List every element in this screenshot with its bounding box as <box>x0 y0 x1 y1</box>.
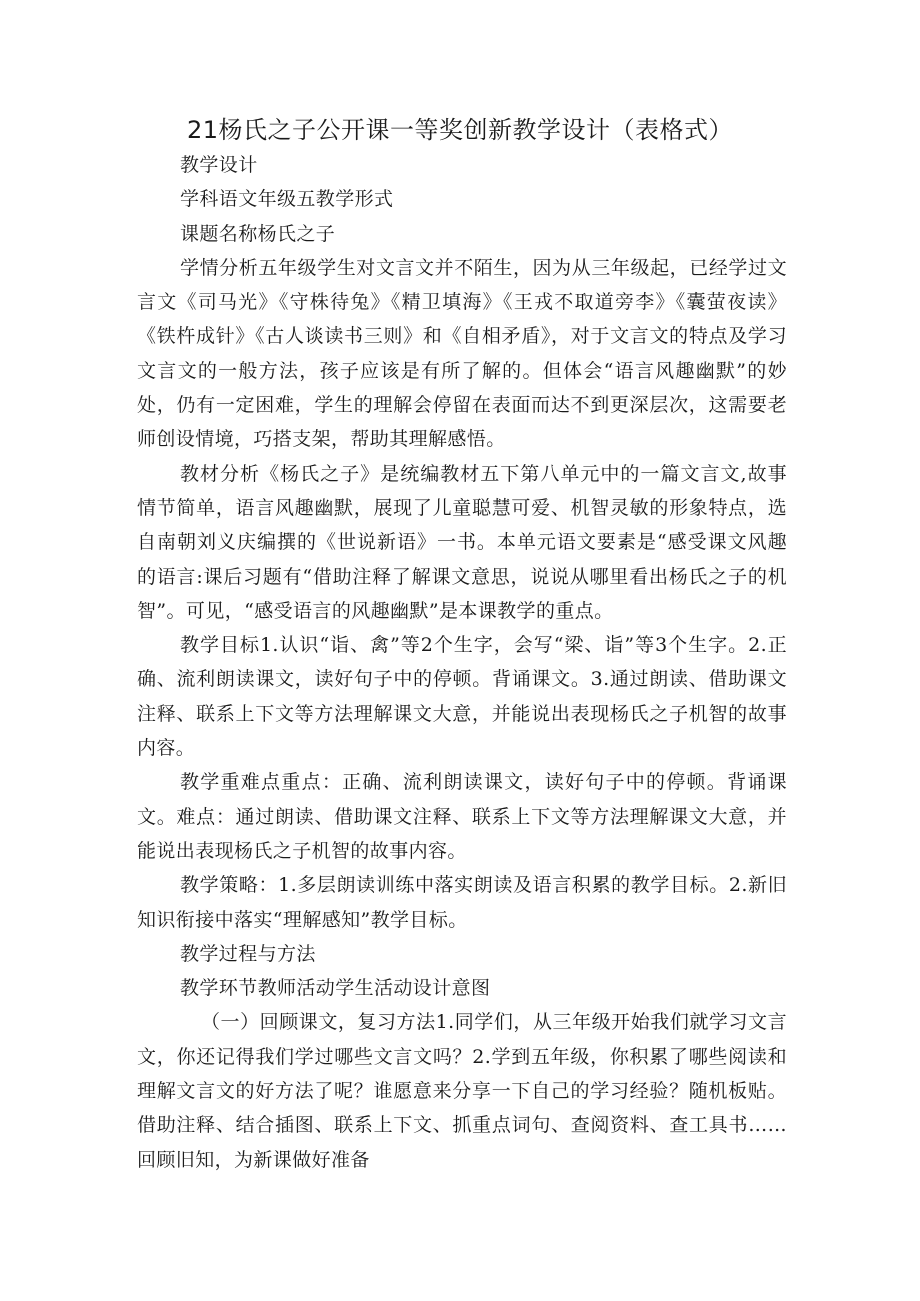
paragraph-material-analysis: 教材分析《杨氏之子》是统编教材五下第八单元中的一篇文言文,故事情节简单，语言风趣幽默，展现了儿童聪慧可爱、机智灵敏的形象特点，选自南朝刘义庆编撰的《世说新语》一书。本单元语文要素是“感受课文风趣的语言:课后习题有“借助注释了解课文意思，说说从哪里看出杨氏之子的机智”。可见，“感受语言的风趣幽默”是本课教学的重点。 <box>137 462 787 622</box>
paragraph-key-difficulties: 教学重难点重点：正确、流利朗读课文，读好句子中的停顿。背诵课文。难点：通过朗读、借助课文注释、联系上下文等方法理解课文大意，并能说出表现杨氏之子机智的故事内容。 <box>137 771 787 862</box>
document-body <box>137 148 787 1177</box>
paragraph-table-header: 教学环节教师活动学生活动设计意图 <box>180 977 491 1000</box>
paragraph-teaching-goals: 教学目标1.认识“诣、禽”等2个生字，会写“梁、诣”等3个生字。2.正确、流利朗读课文，读好句子中的停顿。背诵课文。3.通过朗读、借助课文注释、联系上下文等方法理解课文大意，并能说出表现杨氏之子机智的故事内容。 <box>137 634 787 760</box>
document-title: 21杨氏之子公开课一等奖创新教学设计（表格式） <box>186 116 734 144</box>
paragraph-review-section: （一）回顾课文，复习方法1.同学们，从三年级开始我们就学习文言文，你还记得我们学过哪些文言文吗？2.学到五年级，你积累了哪些阅读和理解文言文的好方法了呢？谁愿意来分享一下自己的学习经验？随机板贴。借助注释、结合插图、联系上下文、抓重点词句、查阅资料、查工具书……回顾旧知，为新课做好准备 <box>137 1011 787 1171</box>
paragraph-lesson-name: 课题名称杨氏之子 <box>180 222 336 245</box>
paragraph-student-analysis: 学情分析五年级学生对文言文并不陌生，因为从三年级起，已经学过文言文《司马光》《守株待兔》《精卫填海》《王戎不取道旁李》《囊萤夜读》《铁杵成针》《古人谈读书三则》和《自相矛盾》，对于文言文的特点及学习文言文的一般方法，孩子应该是有所了解的。但体会“语言风趣幽默”的妙处，仍有一定困难，学生的理解会停留在表面而达不到更深层次，这需要老师创设情境，巧搭支架，帮助其理解感悟。 <box>137 256 787 451</box>
paragraph-process-method: 教学过程与方法 <box>180 942 316 965</box>
paragraph-subject-grade: 学科语文年级五教学形式 <box>180 188 394 211</box>
paragraph-teaching-design: 教学设计 <box>180 154 258 176</box>
paragraph-teaching-strategy: 教学策略：1.多层朗读训练中落实朗读及语言积累的教学目标。2.新旧知识衔接中落实“理解感知”教学目标。 <box>137 874 787 931</box>
